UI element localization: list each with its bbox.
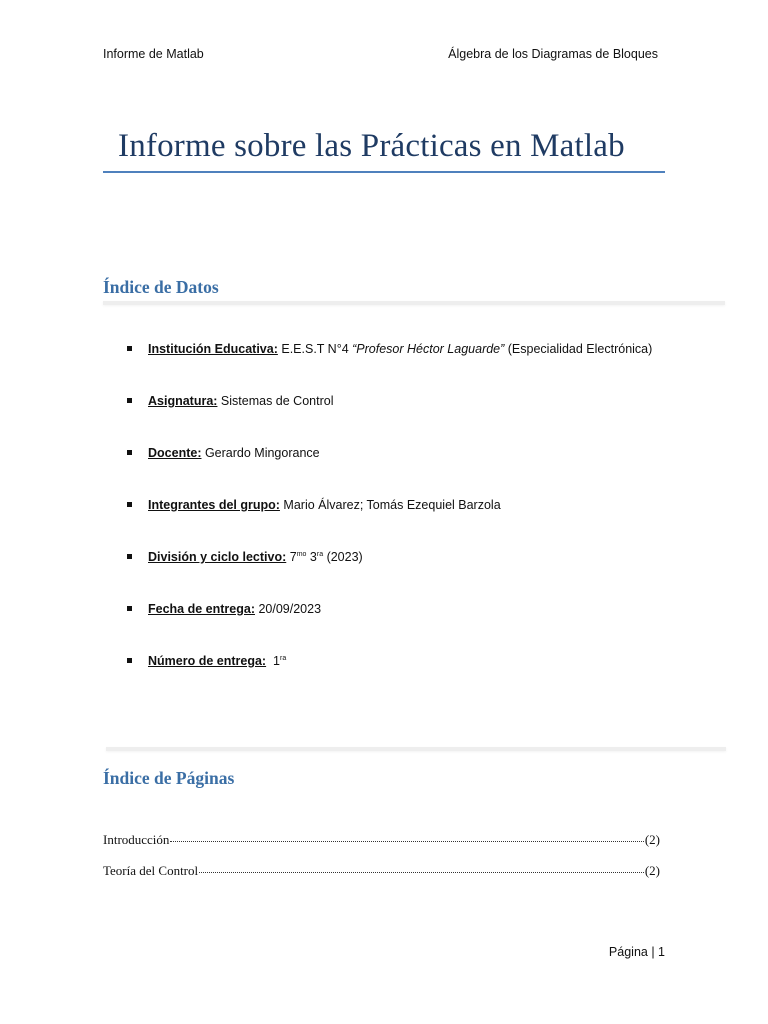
toc-entry-introduction: [103, 832, 660, 848]
pages-index-heading: Índice de Páginas: [103, 768, 235, 788]
bullet-icon: [127, 398, 132, 403]
item-value: 3: [306, 550, 317, 564]
bullet-icon: [127, 346, 132, 351]
item-label: Integrantes del grupo:: [148, 498, 280, 512]
item-label: Asignatura:: [148, 394, 218, 408]
item-label: Docente:: [148, 446, 202, 460]
list-item-delivery-number: [127, 654, 286, 668]
document-title: Informe sobre las Prácticas en Matlab: [118, 128, 625, 164]
item-value: 1: [266, 654, 280, 668]
page-number: Página | 1: [608, 945, 665, 959]
data-index-heading: Índice de Datos: [103, 277, 219, 297]
toc-entry-title: Teoría del Control: [103, 863, 199, 878]
list-item-date: [127, 602, 321, 616]
bullet-icon: [127, 450, 132, 455]
toc-dot-leader: [199, 872, 644, 873]
item-value-italic: “Profesor Héctor Laguarde”: [352, 342, 505, 356]
bullet-icon: [127, 606, 132, 611]
toc-entry-control-theory: [103, 863, 660, 879]
bullet-icon: [127, 658, 132, 663]
item-superscript: ra: [280, 654, 287, 662]
bullet-icon: [127, 502, 132, 507]
list-item-teacher: [127, 446, 320, 460]
item-value: 20/09/2023: [254, 602, 322, 616]
item-value: Mario Álvarez; Tomás Ezequiel Barzola: [279, 498, 501, 512]
item-label: Fecha de entrega:: [148, 602, 255, 616]
toc-entry-page: (2): [644, 832, 660, 847]
item-value: Sistemas de Control: [217, 394, 334, 408]
list-item-members: [127, 498, 501, 512]
list-item-division: [127, 550, 363, 564]
item-label: División y ciclo lectivo:: [148, 550, 287, 564]
section-divider: [103, 301, 725, 305]
item-value: Gerardo Mingorance: [201, 446, 320, 460]
item-label: Institución Educativa:: [148, 342, 278, 356]
header-right-text: Álgebra de los Diagramas de Bloques: [448, 47, 658, 61]
bullet-icon: [127, 554, 132, 559]
toc-dot-leader: [170, 841, 643, 842]
item-value: (Especialidad Electrónica): [504, 342, 653, 356]
item-value: (2023): [323, 550, 363, 564]
item-value: 7: [286, 550, 297, 564]
section-divider: [106, 747, 726, 751]
item-value: E.E.S.T N°4: [277, 342, 353, 356]
list-item-institution: [127, 342, 652, 356]
toc-entry-title: Introducción: [103, 832, 170, 847]
list-item-subject: [127, 394, 333, 408]
item-superscript: ra: [316, 550, 324, 558]
toc-entry-page: (2): [644, 863, 660, 878]
header-left-text: Informe de Matlab: [103, 47, 204, 61]
title-underline: [103, 171, 665, 173]
item-label: Número de entrega:: [148, 654, 267, 668]
item-superscript: mo: [296, 550, 307, 558]
